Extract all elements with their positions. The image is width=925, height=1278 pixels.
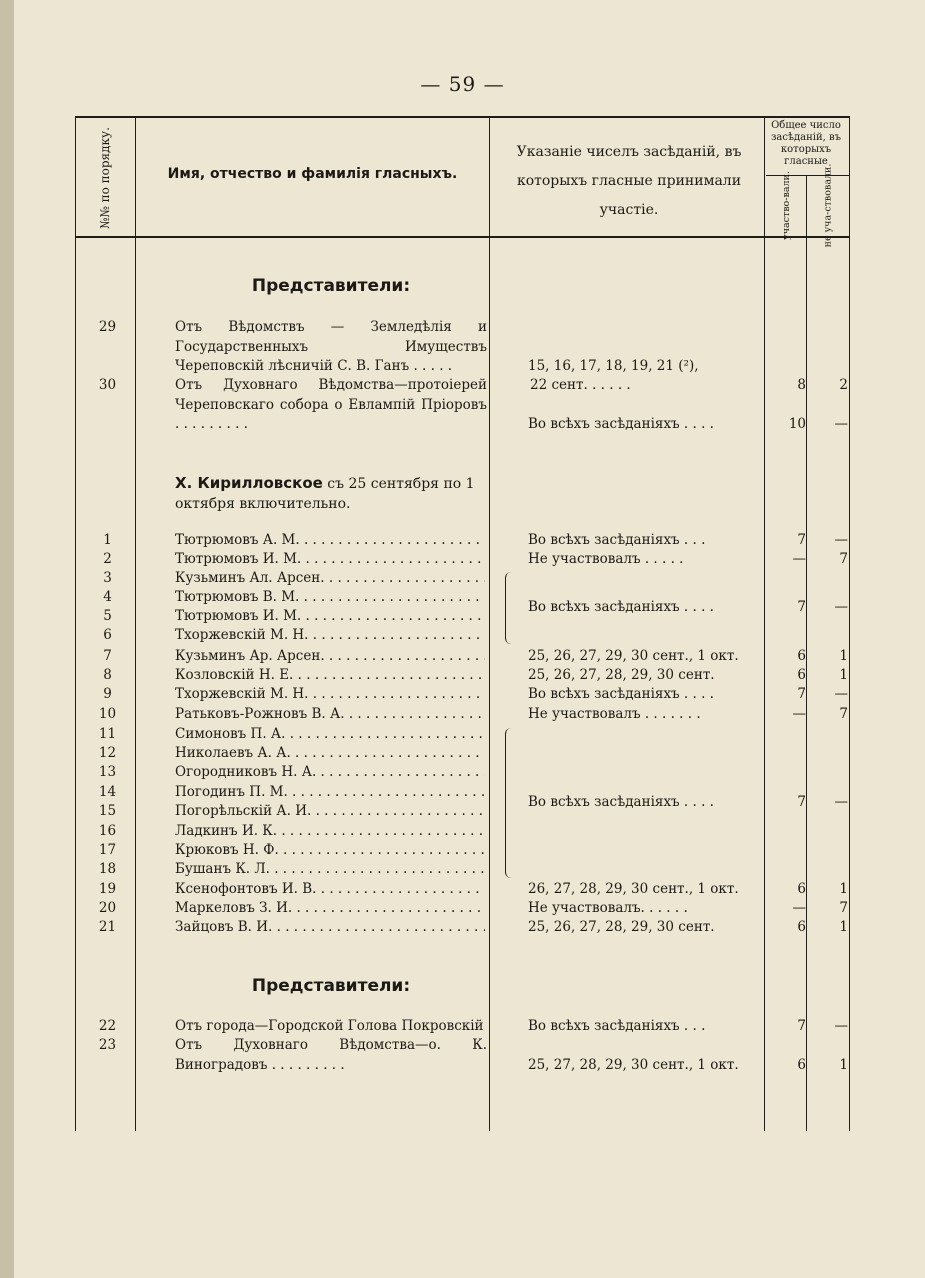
row-number: 3 xyxy=(103,570,112,586)
row-took: 6 xyxy=(797,881,806,897)
table-row xyxy=(80,764,850,783)
group-a-took: 7 xyxy=(797,599,806,615)
row-not: — xyxy=(834,532,848,548)
row-took: 7 xyxy=(797,1018,806,1034)
row-name: Тхоржевскій М. Н. . . . xyxy=(175,627,485,643)
row-name: Крюковъ Н. Ф. . . . xyxy=(175,842,485,858)
group-b-dates: Во всѣхъ засѣданіяхъ . . . . xyxy=(528,794,714,810)
group-brace-a xyxy=(505,572,514,644)
row-number: 30 xyxy=(98,377,117,393)
section-title-representatives-2: Представители: xyxy=(251,976,411,996)
row-not-a: 2 xyxy=(839,377,848,393)
row-name: Кузьминъ Ар. Арсен. . . . xyxy=(175,648,485,664)
row-took: 7 xyxy=(797,532,806,548)
section-heading-kirillovskoe xyxy=(175,473,485,514)
row-took: 6 xyxy=(797,919,806,935)
row-name: Отъ Вѣдомствъ — Земледѣлія и Государственныхъ Имуществъ Череповскій лѣсничій С. В. Ганъ . . . . . xyxy=(175,319,487,374)
row-number: 22 xyxy=(98,1018,117,1034)
row-dates: Не участвовалъ. . . . . . xyxy=(528,900,688,916)
table-row xyxy=(80,900,850,919)
table-row xyxy=(80,570,850,589)
header-bottom-border xyxy=(75,236,850,238)
row-number: 7 xyxy=(103,648,112,664)
group-a-not: — xyxy=(834,599,848,615)
row-name: Отъ Духовнаго Вѣдомства—протоіерей Череповскаго собора о Евлампій Пріоровъ . . . . . . . . . xyxy=(175,377,487,432)
row-dates-b: Во всѣхъ засѣданіяхъ . . . . xyxy=(528,416,714,432)
row-number: 8 xyxy=(103,667,112,683)
row-dates-a: 22 сент. . . . . . xyxy=(530,377,631,393)
row-name: Огородниковъ Н. А. . . . xyxy=(175,764,485,780)
row-name: Тютрюмовъ В. М. . . . xyxy=(175,589,485,605)
group-b-took: 7 xyxy=(797,794,806,810)
row-number: 20 xyxy=(98,900,117,916)
row-number: 18 xyxy=(98,861,117,877)
row-number: 12 xyxy=(98,745,117,761)
row-number: 6 xyxy=(103,627,112,643)
header-took-cell xyxy=(766,170,806,240)
row-not: — xyxy=(834,1018,848,1034)
row-dates: 26, 27, 28, 29, 30 сент., 1 окт. xyxy=(528,881,739,897)
row-dates: 25, 27, 28, 29, 30 сент., 1 окт. xyxy=(528,1057,739,1073)
row-name: Зайцовъ В. И. . . . xyxy=(175,919,485,935)
page-number: — 59 — xyxy=(420,72,505,96)
table-row xyxy=(80,627,850,646)
table-row xyxy=(80,745,850,764)
section-heading-bold: X. Кирилловское xyxy=(175,474,323,492)
row-name: Погодинъ П. М. . . . xyxy=(175,784,485,800)
row-name: Тхоржевскій М. Н. . . . xyxy=(175,686,485,702)
row-name: Ратьковъ-Рожновъ В. А. . . . xyxy=(175,706,485,722)
row-dates: 25, 26, 27, 28, 29, 30 сент. xyxy=(528,919,715,935)
row-took: 7 xyxy=(797,686,806,702)
row-number: 4 xyxy=(103,589,112,605)
row-took: — xyxy=(792,900,806,916)
row-not: 7 xyxy=(839,706,848,722)
row-dates: Не участвовалъ . . . . . . . xyxy=(528,706,701,722)
table-row xyxy=(80,881,850,900)
row-number: 5 xyxy=(103,608,112,624)
header-num: №№ по порядку. xyxy=(98,126,112,229)
row-not: 7 xyxy=(839,551,848,567)
table-row xyxy=(80,706,850,725)
table-row xyxy=(80,823,850,842)
row-name: Отъ города—Городской Голова Покровскій xyxy=(175,1018,484,1034)
table-row xyxy=(80,919,850,938)
row-number: 1 xyxy=(103,532,112,548)
row-number: 11 xyxy=(98,726,117,742)
row-name: Ладкинъ И. К. . . . xyxy=(175,823,485,839)
table-row xyxy=(80,648,850,667)
row-not: 1 xyxy=(839,667,848,683)
row-not: 1 xyxy=(839,919,848,935)
row-number: 13 xyxy=(98,764,117,780)
row-name: Козловскій Н. Е. . . . xyxy=(175,667,485,683)
row-name: Бушанъ К. Л. . . . xyxy=(175,861,485,877)
table-row xyxy=(80,532,850,551)
row-name: Симоновъ П. А. . . . xyxy=(175,726,485,742)
table-row xyxy=(80,686,850,705)
row-number: 23 xyxy=(98,1037,117,1053)
row-dates: Во всѣхъ засѣданіяхъ . . . xyxy=(528,532,706,548)
header-num-cell xyxy=(80,125,130,230)
group-brace-b xyxy=(505,728,514,878)
row-took-b: 10 xyxy=(788,416,806,432)
row-number: 9 xyxy=(103,686,112,702)
page-edge xyxy=(0,0,14,1278)
row-name: Кузьминъ Ал. Арсен. . . . xyxy=(175,570,485,586)
row-name: Тютрюмовъ И. М. . . . xyxy=(175,608,485,624)
table-row xyxy=(80,667,850,686)
table-top-border xyxy=(75,116,850,118)
row-number: 29 xyxy=(98,319,117,335)
row-dates: 25, 26, 27, 28, 29, 30 сент. xyxy=(528,667,715,683)
row-number: 17 xyxy=(98,842,117,858)
row-not: 1 xyxy=(839,648,848,664)
row-took: — xyxy=(792,706,806,722)
header-not-cell xyxy=(808,163,848,247)
row-name: Тютрюмовъ А. М. . . . xyxy=(175,532,485,548)
table-row xyxy=(80,861,850,880)
row-dates: Не участвовалъ . . . . . xyxy=(528,551,684,567)
row-number: 19 xyxy=(98,881,117,897)
row-name: Отъ Духовнаго Вѣдомства—о. К. Виноградовъ . . . . . . . . . xyxy=(175,1037,487,1073)
row-dates: 15, 16, 17, 18, 19, 21 (²), xyxy=(528,358,699,374)
row-not: 1 xyxy=(839,1057,848,1073)
row-number: 21 xyxy=(98,919,117,935)
header-total: Общее число засѣданій, въ которыхъ гласные xyxy=(770,120,842,167)
header-took: участво-вали. xyxy=(780,170,792,240)
row-name: Ксенофонтовъ И. В. . . . xyxy=(175,881,485,897)
table-row xyxy=(80,726,850,745)
row-dates: Во всѣхъ засѣданіяхъ . . . . xyxy=(528,686,714,702)
section-heading-rest: съ 25 сентября по 1 октября включительно. xyxy=(175,476,475,512)
row-name: Погорѣльскій А. И. . . . xyxy=(175,803,485,819)
table-row xyxy=(80,551,850,570)
row-not: 1 xyxy=(839,881,848,897)
row-number: 16 xyxy=(98,823,117,839)
row-took-a: 8 xyxy=(797,377,806,393)
header-dates: Указаніе чиселъ засѣданій, въ которыхъ гласные принимали участіе. xyxy=(516,144,742,218)
header-not: не уча-ствовали. xyxy=(822,163,834,247)
group-b-not: — xyxy=(834,794,848,810)
row-not: — xyxy=(834,686,848,702)
row-number: 2 xyxy=(103,551,112,567)
row-took: 6 xyxy=(797,648,806,664)
row-name: Маркеловъ З. И. . . . xyxy=(175,900,485,916)
row-number: 14 xyxy=(98,784,117,800)
group-a-dates: Во всѣхъ засѣданіяхъ . . . . xyxy=(528,599,714,615)
row-dates: 25, 26, 27, 29, 30 сент., 1 окт. xyxy=(528,648,739,664)
row-number: 10 xyxy=(98,706,117,722)
header-name: Имя, отчество и фамилія гласныхъ. xyxy=(167,166,458,182)
row-took: 6 xyxy=(797,667,806,683)
row-not: 7 xyxy=(839,900,848,916)
row-took: 6 xyxy=(797,1057,806,1073)
row-not-b: — xyxy=(834,416,848,432)
row-name: Тютрюмовъ И. М. . . . xyxy=(175,551,485,567)
table-row xyxy=(80,842,850,861)
section-title-representatives: Представители: xyxy=(251,276,411,296)
table-left-border xyxy=(75,116,76,1131)
row-took: — xyxy=(792,551,806,567)
row-dates: Во всѣхъ засѣданіяхъ . . . xyxy=(528,1018,706,1034)
row-name: Николаевъ А. А. . . . xyxy=(175,745,485,761)
row-number: 15 xyxy=(98,803,117,819)
